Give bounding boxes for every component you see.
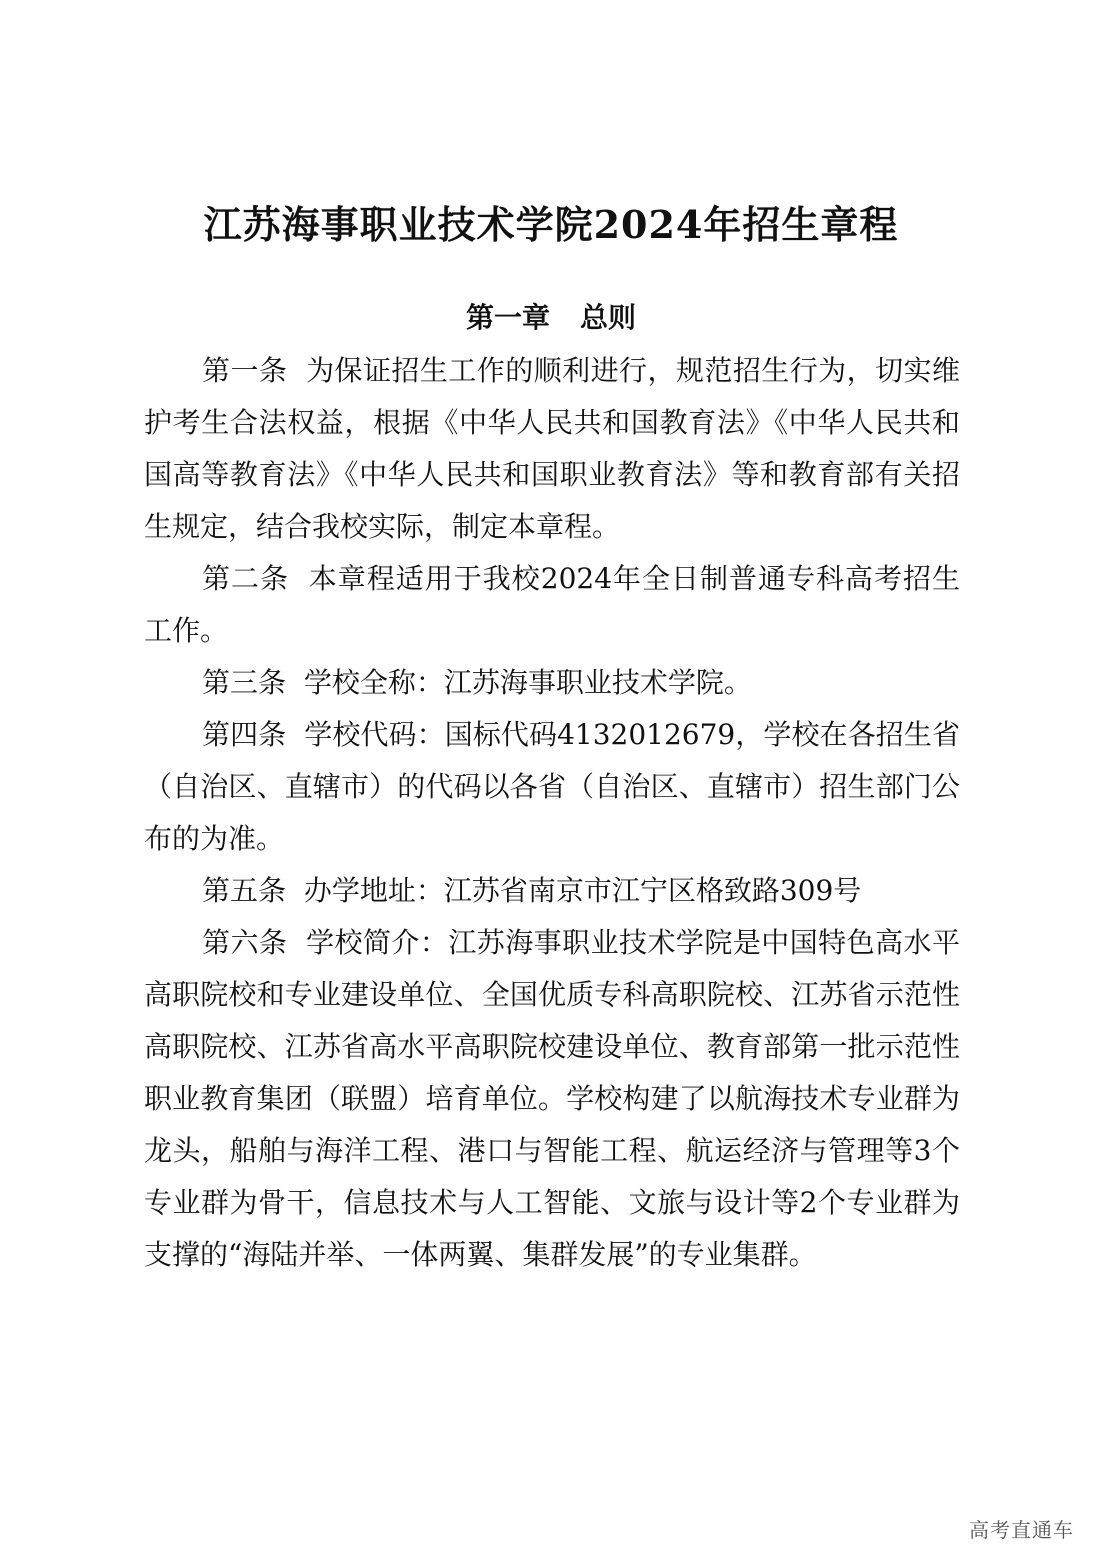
article-label: 第三条 [202, 666, 287, 699]
document-body [144, 345, 960, 1281]
article-label: 第五条 [202, 874, 287, 907]
article-3 [144, 657, 960, 709]
article-6 [144, 917, 960, 1281]
article-label: 第一条 [202, 354, 288, 387]
article-1 [144, 345, 960, 553]
article-4 [144, 709, 960, 865]
chapter-number: 第一章 [465, 301, 550, 334]
article-2 [144, 553, 960, 657]
article-text: 为保证招生工作的顺利进行，规范招生行为，切实维护考生合法权益，根据《中华人民共和国教育法》《中华人民共和国高等教育法》《中华人民共和国职业教育法》等和教育部有关招生规定，结合我校实际，制定本章程。 [144, 354, 960, 543]
article-text: 学校代码：国标代码4132012679，学校在各招生省（自治区、直辖市）的代码以各省（自治区、直辖市）招生部门公布的为准。 [144, 718, 960, 855]
article-text: 学校简介：江苏海事职业技术学院是中国特色高水平高职院校和专业建设单位、全国优质专科高职院校、江苏省示范性高职院校、江苏省高水平高职院校建设单位、教育部第一批示范性职业教育集团（联盟）培育单位。学校构建了以航海技术专业群为龙头，船舶与海洋工程、港口与智能工程、航运经济与管理等3个专业群为骨干，信息技术与人工智能、文旅与设计等2个专业群为支撑的“海陆并举、一体两翼、集群发展”的专业集群。 [144, 926, 960, 1271]
article-5 [144, 865, 960, 917]
article-text: 本章程适用于我校2024年全日制普通专科高考招生工作。 [144, 562, 960, 647]
article-text: 办学地址：江苏省南京市江宁区格致路309号 [303, 874, 862, 907]
chapter-heading [0, 297, 1102, 339]
chapter-title: 总则 [580, 301, 637, 334]
watermark-text: 高考直通车 [969, 1518, 1074, 1542]
article-label: 第六条 [202, 926, 288, 959]
document-title: 江苏海事职业技术学院2024年招生章程 [203, 202, 899, 247]
article-text: 学校全称：江苏海事职业技术学院。 [303, 666, 752, 699]
article-label: 第二条 [202, 562, 289, 595]
article-label: 第四条 [202, 718, 287, 751]
